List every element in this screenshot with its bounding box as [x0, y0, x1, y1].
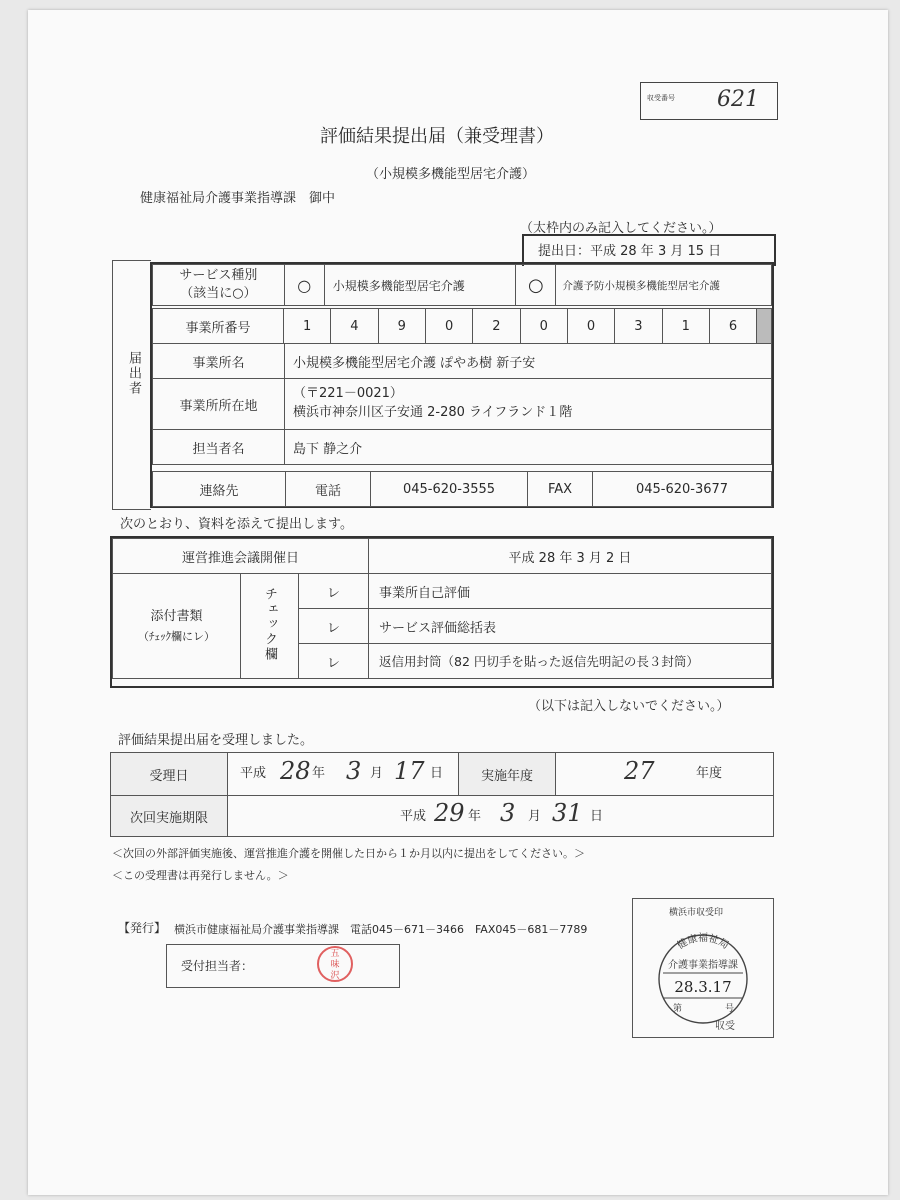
- service-type-label-text: サービス種別 （該当に○）: [179, 267, 258, 301]
- office-address-cell[interactable]: [285, 379, 772, 430]
- receipt-date-cell: [228, 753, 459, 796]
- next-deadline-month-unit: 月: [528, 809, 542, 824]
- office-zip: （〒221－0021）: [293, 386, 403, 402]
- office-name-label: 事業所名: [153, 344, 285, 379]
- stamp-right-text: 号: [725, 1004, 735, 1014]
- receipt-date-day: 17: [394, 757, 425, 785]
- office-number-digit[interactable]: 2: [473, 309, 520, 344]
- next-deadline-cell: [228, 796, 774, 837]
- receipt-date-month-unit: 月: [370, 766, 384, 781]
- note-line: ＜次回の外部評価実施後、運営推進介護を開催した日から１か月以内に提出をしてください。＞: [112, 847, 585, 860]
- receiver-box: [166, 944, 400, 988]
- office-stamp-header: 横浜市収受印: [669, 908, 724, 918]
- receipt-date-day-unit: 日: [430, 766, 444, 781]
- receipt-table: [110, 752, 774, 837]
- reporter-table: [152, 264, 772, 306]
- service-type-label: [153, 265, 285, 306]
- fiscal-year-value: 27: [624, 757, 655, 785]
- receipt-number-value: 621: [717, 87, 759, 112]
- office-number-digit[interactable]: 1: [662, 309, 709, 344]
- personal-seal: [317, 946, 353, 982]
- reporter-side-label-cell: [112, 260, 151, 510]
- document-page: [28, 10, 888, 1195]
- issuer-text: 横浜市健康福祉局介護事業指導課 電話045－671－3466 FAX045－681－7789: [174, 923, 588, 936]
- office-number-digit[interactable]: 6: [709, 309, 756, 344]
- contact-label: 連絡先: [153, 472, 286, 507]
- contact-table: [152, 471, 772, 507]
- office-number-digit[interactable]: 9: [378, 309, 425, 344]
- next-deadline-day-unit: 日: [590, 809, 604, 824]
- service-option-2: 介護予防小規模多機能型居宅介護: [556, 265, 772, 306]
- receipt-number-label: 収受番号: [647, 94, 675, 102]
- attachment-check[interactable]: レ: [299, 574, 369, 609]
- tel-value[interactable]: 045-620-3555: [371, 472, 528, 507]
- office-number-digit[interactable]: 4: [331, 309, 378, 344]
- office-number-digit[interactable]: 3: [615, 309, 662, 344]
- office-number-table: [152, 308, 772, 344]
- attachment-check[interactable]: レ: [299, 609, 369, 644]
- attachments-label-cell: [113, 574, 241, 679]
- submission-date: 提出日：平成 28 年 3 月 15 日: [538, 244, 722, 259]
- seal-char: 五: [330, 949, 340, 959]
- next-deadline-label: 次回実施期限: [111, 796, 228, 837]
- reporter-label: 届出者: [126, 351, 141, 396]
- document-subtitle: （小規模多機能型居宅介護）: [366, 167, 536, 182]
- instruction-top: （太枠内のみ記入してください。）: [520, 221, 722, 236]
- office-address-value: 横浜市神奈川区子安通 2-280 ライフランド１階: [293, 405, 573, 420]
- next-deadline-month: 3: [500, 799, 516, 827]
- office-name-value[interactable]: 小規模多機能型居宅介護 ぽやあ樹 新子安: [285, 344, 772, 379]
- note-line: ＜この受理書は再発行しません。＞: [112, 869, 289, 882]
- attachment-item: 事業所自己評価: [369, 574, 772, 609]
- service-option-1-mark: ○: [297, 275, 312, 295]
- attachments-table: [112, 538, 772, 679]
- receipt-date-label: 受理日: [111, 753, 228, 796]
- next-deadline-era: 平成: [400, 809, 427, 824]
- seal-char: 味: [330, 960, 340, 970]
- receipt-date-month: 3: [346, 757, 362, 785]
- attachment-item: サービス評価総括表: [369, 609, 772, 644]
- contact-person-value[interactable]: 島下 静之介: [285, 430, 772, 465]
- contact-person-label: 担当者名: [153, 430, 285, 465]
- receiver-label: 受付担当者：: [181, 959, 254, 973]
- issuer-label: 【発行】: [118, 921, 167, 935]
- office-number-digit[interactable]: 0: [567, 309, 614, 344]
- office-number-digit[interactable]: 1: [283, 309, 330, 344]
- service-option-2-radio[interactable]: [516, 265, 556, 306]
- fiscal-year-unit: 年度: [696, 766, 723, 781]
- attachment-item: 返信用封筒（82 円切手を貼った返信先明記の長３封筒）: [369, 644, 772, 679]
- office-details-table: [152, 343, 772, 465]
- seal-char: 沢: [330, 971, 340, 981]
- receipt-number-box: [640, 82, 778, 120]
- addressee: 健康福祉局介護事業指導課 御中: [140, 191, 336, 206]
- receipt-date-era: 平成: [240, 766, 267, 781]
- office-address-label: 事業所所在地: [153, 379, 285, 430]
- office-stamp-box: [632, 898, 774, 1038]
- fax-label: FAX: [528, 472, 593, 507]
- next-deadline-year: 29: [434, 799, 465, 827]
- meeting-date[interactable]: 平成 28 年 3 月 2 日: [369, 539, 772, 574]
- receipt-date-year-unit: 年: [312, 766, 326, 781]
- office-number-digit[interactable]: 0: [425, 309, 472, 344]
- meeting-label: 運営推進会議開催日: [113, 539, 369, 574]
- receipt-date-year: 28: [280, 757, 311, 785]
- next-deadline-day: 31: [552, 799, 583, 827]
- document-title: 評価結果提出届（兼受理書）: [320, 126, 554, 147]
- office-number-digit[interactable]: 0: [520, 309, 567, 344]
- check-column-label-cell: [241, 574, 299, 679]
- attachments-sublabel: （ﾁｪｯｸ欄にレ）: [138, 629, 215, 643]
- office-number-label: 事業所番号: [153, 309, 284, 344]
- received-note: 評価結果提出届を受理しました。: [118, 733, 314, 748]
- service-option-1-radio[interactable]: [284, 265, 324, 306]
- tel-label: 電話: [286, 472, 371, 507]
- stamp-arc-text: 健康福祉局: [675, 933, 731, 952]
- stamp-left-text: 第: [673, 1004, 683, 1014]
- service-option-2-mark: ○: [528, 274, 544, 296]
- attachments-note: 次のとおり、資料を添えて提出します。: [120, 517, 353, 532]
- attachment-check[interactable]: レ: [299, 644, 369, 679]
- no-fill-note: （以下は記入しないでください。）: [528, 699, 730, 714]
- check-column-label: チェック欄: [262, 586, 277, 662]
- service-option-1: 小規模多機能型居宅介護: [324, 265, 516, 306]
- attachments-label: 添付書類: [150, 608, 203, 624]
- fiscal-year-label: 実施年度: [459, 753, 556, 796]
- fiscal-year-cell: [556, 753, 774, 796]
- office-number-shaded-cell: [757, 309, 772, 344]
- office-stamp: [633, 899, 773, 1037]
- fax-value[interactable]: 045-620-3677: [593, 472, 772, 507]
- stamp-bottom-text: 収受: [715, 1021, 735, 1032]
- stamp-dept-text: 介護事業指導課: [668, 960, 738, 971]
- stamp-date-text: 28.3.17: [674, 978, 732, 996]
- next-deadline-year-unit: 年: [468, 809, 482, 824]
